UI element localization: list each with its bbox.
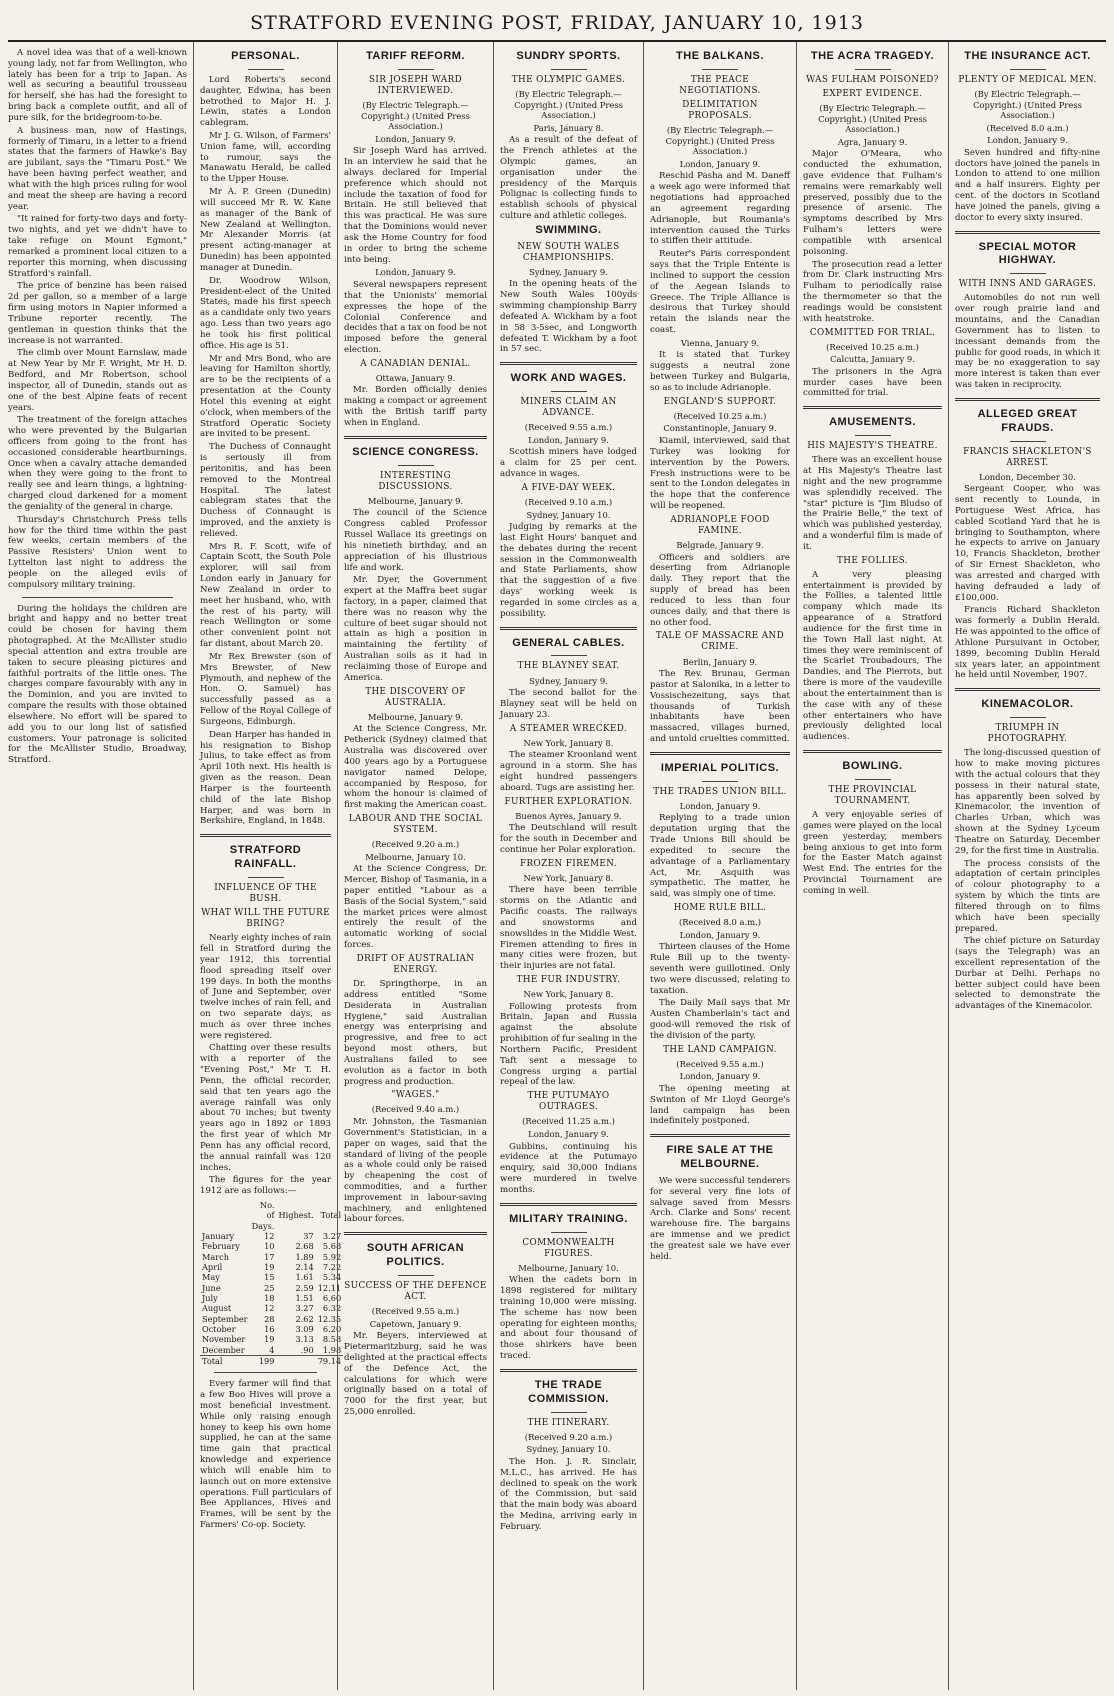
highest-cell: 1.89 xyxy=(295,1251,314,1262)
table-row xyxy=(200,1231,343,1241)
table-row xyxy=(200,1293,343,1303)
paragraph: The figures for the year 1912 are as follows:— xyxy=(200,1175,331,1197)
month-cell: July xyxy=(202,1293,218,1304)
dateline: Ottawa, January 9. xyxy=(375,372,456,383)
paragraph: Sergeant Cooper, who was sent recently to Lounda, in Portuguese West Africa, has cabled Scotland Yard that he is bringing to Southampton, where he expects to arrive on January 10, Francis Shackleton, brother of Sir Ernest Shackleton, who was arrested and charged with having defrauded a lady of £100,000. xyxy=(955,484,1100,603)
telegraph-credit: (By Electric Telegraph.—Copyright.) (United Press Association.) xyxy=(361,100,470,132)
paragraph: A very enjoyable series of games were played on the local green yesterday, members being anxious to get into form for the Easter Match against West End. The entries for the Provincial Tournament are coming in well. xyxy=(803,810,942,896)
column-7 xyxy=(948,42,1106,1690)
dateline: New York, January 8. xyxy=(523,989,614,1000)
subheading: A CANADIAN DENIAL. xyxy=(360,358,471,369)
section-heading: BOWLING. xyxy=(842,760,903,773)
paragraph: Automobiles do not run well over rough prairie land and mountains, and the Canadian Government has to listen to incessant demands from the public for good roads, in which it may be no exaggeration to say more interest is taken than ever was taken in reciprocity. xyxy=(955,293,1100,391)
subheading: HOME RULE BILL. xyxy=(673,903,767,914)
dateline: Melbourne, January 9. xyxy=(367,495,464,506)
highest-cell: 3.09 xyxy=(295,1324,314,1335)
paragraph: Officers and soldiers are deserting from Adrianople daily. They report that the supply of bread has been reduced to less than four ounces daily, and that there is no other food. xyxy=(650,552,790,628)
subheading: PLENTY OF MEDICAL MEN. xyxy=(958,74,1097,85)
paragraph: Mr. Johnston, the Tasmanian Government's Statistician, in a paper on wages, said that the standard of living of the people as a whole could only be raised by cheapening the cost of commodities, and a further improvement in labour-saving machinery, and enlightened labour forces. xyxy=(344,1117,487,1225)
total-cell: 8.58 xyxy=(322,1334,342,1345)
paragraph: Dr. Woodrow Wilson, President-elect of the United States, made his first speech as a candidate only two years ago. Less than two years ago he took his first political office. His age is 51. xyxy=(200,275,331,351)
paragraph: Lord Roberts's second daughter, Edwina, has been betrothed to Major H. J. Lewin, states a London cablegram. xyxy=(200,74,331,129)
divider xyxy=(955,231,1100,234)
days-cell: 17 xyxy=(264,1251,275,1262)
days-cell: 199 xyxy=(250,1356,277,1367)
paragraph: The steamer Kroonland went aground in a storm. She has eight hundred passengers aboard. Tugs are assisting her. xyxy=(500,750,637,793)
subheading: THE OLYMPIC GAMES. xyxy=(511,74,626,85)
subheading: INFLUENCE OF THE BUSH. xyxy=(214,882,317,904)
total-cell: 6.20 xyxy=(322,1324,342,1335)
table-row xyxy=(200,1252,343,1262)
paragraph: "It rained for forty-two days and forty-two nights, and yet we didn't have to take refuge on Mount Egmont," remarked a prominent local citizen to a reporter this morning, when discussing Stratford's rainfall. xyxy=(8,214,187,279)
divider xyxy=(551,655,587,656)
telegraph-credit: (By Electric Telegraph.—Copyright.) (United Press Association.) xyxy=(818,103,927,135)
total-row xyxy=(200,1356,343,1367)
paragraph: Sir Joseph Ward has arrived. In an interview he said that he always declared for Imperial preference which should not include the taxation of food for Britain. He still believed that this was practical. He was sure that the Dominions would never ask the Home Country for food in order to bring the scheme into being. xyxy=(344,146,487,265)
advertisement: During the holidays the children are bright and happy and no better treat could be chosen for having them photographed. At the McAllister studio special attention and extra trouble are taken to secure pleasing pictures and faithful portraits of the little ones. The charges compare favourably with any in the Dominion, and you are invited to compare the results with those obtained elsewhere. No effort will be spared to add you to our long list of satisfied customers. Your patronage is solicited for the McAllister Studio, Broadway, Stratford. xyxy=(8,603,187,766)
subheading: THE PEACE NEGOTIATIONS. xyxy=(679,74,761,96)
paragraph: The process consists of the adaptation of certain principles of colour photography to a system by which the tints are filtered through on to films which have been specially prepared. xyxy=(955,858,1100,934)
dateline: Melbourne, January 9. xyxy=(367,711,464,722)
paragraph: The Hon. J. R. Sinclair, M.L.C., has arrived. He has declined to speak on the work of the Commission, but said that the main body was aboard the Medina, arriving early in February. xyxy=(500,1456,637,1532)
subheading: DELIMITATION PROPOSALS. xyxy=(682,100,758,122)
month-cell: November xyxy=(202,1334,246,1345)
total-cell: 12.35 xyxy=(317,1313,342,1324)
highest-cell: 2.14 xyxy=(295,1262,314,1273)
days-cell: 16 xyxy=(264,1324,275,1335)
paragraph: Thirteen clauses of the Home Rule Bill up to the twenty-seventh were guillotined. Only two were discussed, relating to taxation. xyxy=(650,942,790,996)
section-heading: SPECIAL MOTOR HIGHWAY. xyxy=(978,240,1077,267)
received-time: (Received 9.20 a.m.) xyxy=(371,839,460,850)
divider xyxy=(500,362,637,365)
total-cell: 7.22 xyxy=(322,1262,342,1273)
divider xyxy=(398,465,434,466)
paragraph: When the cadets born in 1898 registered for military training 10,000 were missing. The scheme has now been operating for eighteen months, and about four thousand of those shirkers have been traced. xyxy=(500,1275,637,1362)
paragraph: It is stated that Turkey suggests a neutral zone between Turkey and Bulgaria, so as to include Adrianople. xyxy=(650,350,790,393)
subheading: A FIVE-DAY WEEK. xyxy=(521,482,616,493)
subheading: SUCCESS OF THE DEFENCE ACT. xyxy=(344,1281,487,1303)
total-cell: 1.98 xyxy=(322,1344,342,1355)
divider xyxy=(803,750,942,753)
divider xyxy=(500,1203,637,1206)
column-3 xyxy=(337,42,493,1690)
received-time: (Received 9.55 a.m.) xyxy=(524,422,613,433)
divider xyxy=(551,391,587,392)
subheading: WAS FULHAM POISONED? xyxy=(806,74,939,85)
dateline: London, December 30. xyxy=(979,471,1076,482)
paragraph: Thursday's Christchurch Press tells how for the third time within the past few weeks, certain members of the Passive Resisters' Union went to Lyttelton last night to address the people on the alleged evils of compulsory military training. xyxy=(8,514,187,590)
highest-cell: 3.27 xyxy=(295,1303,314,1314)
section-heading: IMPERIAL POLITICS. xyxy=(660,761,780,774)
dateline: London, January 9. xyxy=(528,1129,609,1140)
divider xyxy=(214,1372,317,1373)
subheading: DRIFT OF AUSTRALIAN ENERGY. xyxy=(356,953,475,975)
received-time: (Received 8.0 a.m.) xyxy=(986,122,1069,133)
divider xyxy=(344,436,487,439)
received-time: (Received 10.25 a.m.) xyxy=(826,341,919,352)
section-heading: GENERAL CABLES. xyxy=(512,636,625,649)
dateline: Sydney, January 10. xyxy=(526,1444,611,1455)
dateline: London, January 9. xyxy=(375,267,456,278)
paragraph: The climb over Mount Earnslaw, made at New Year by Mr F. Wright, Mr H. D. Bedford, and Mr Robertson, school inspector, all of Dunedin, stands out as one of the best Alpine feats of recent years. xyxy=(8,348,187,413)
divider xyxy=(200,834,331,837)
paragraph: Replying to a trade union deputation urging that the Trade Unions Bill should be expedited to secure the advantage of a Parliamentary Act, Mr. Asquith was sympathetic. The matter, he said, was simply one of time. xyxy=(650,813,790,900)
section-heading: WORK AND WAGES. xyxy=(510,372,627,385)
received-time: (Received 9.10 a.m.) xyxy=(524,497,613,507)
highest-cell: 37 xyxy=(303,1231,314,1242)
columns xyxy=(8,42,1106,1690)
dateline: Belgrade, January 9. xyxy=(676,539,764,550)
section-heading: AMUSEMENTS. xyxy=(829,416,916,429)
subheading: TRIUMPH IN PHOTOGRAPHY. xyxy=(987,723,1068,745)
total-cell: 79.14 xyxy=(317,1356,342,1366)
telegraph-credit: (By Electric Telegraph.—Copyright.) (United Press Association.) xyxy=(973,88,1082,121)
paragraph: The prosecution read a letter from Dr. Clark instructing Mrs Fulham to periodically raise the thermometer so that the readings would be consistent with heatstroke. xyxy=(803,259,942,324)
paragraph: The Deutschland will result for the south in December and continue her Polar exploration. xyxy=(500,823,637,855)
divider xyxy=(22,597,173,598)
paragraph: At the Science Congress, Mr. Petherick (Sydney) claimed that Australia was discovered over 400 years ago by a Portuguese navigator named Delope, accompanied by Resposo, for whom the honour is claimed of first making the American coast. xyxy=(344,724,487,811)
days-cell: 19 xyxy=(264,1334,275,1345)
divider xyxy=(855,435,891,436)
advertisement: We were successful tenderers for several very fine lots of salvage saved from Messrs Arch. Clarke and Sons' recent warehouse fire. The bargains are immense and we predict the greatest sale we have ever held. xyxy=(650,1175,790,1262)
section-heading: THE TRADE COMMISSION. xyxy=(528,1378,609,1405)
paragraph: Following protests from Britain, Japan and Russia against the absolute prohibition of fur sealing in the Northern Pacific, President Taft sent a message to Congress urging a partial repeal of the law. xyxy=(500,1001,637,1088)
month-cell: June xyxy=(202,1282,221,1293)
paragraph: Mr. Beyers, interviewed at Pietermaritzburg, said he was delighted at the practical effects of the Defence Act, the calculations for which were originally based on a total of 7000 for the first year, but 25,000 enrolled. xyxy=(344,1331,487,1418)
section-heading: FIRE SALE AT THE MELBOURNE. xyxy=(666,1144,774,1171)
subheading: WHAT WILL THE FUTURE BRING? xyxy=(201,908,330,930)
subheading: THE PUTUMAYO OUTRAGES. xyxy=(527,1091,610,1113)
subheading: WITH INNS AND GARAGES. xyxy=(958,279,1097,290)
received-time: (Received 9.55 a.m.) xyxy=(371,1306,460,1317)
paragraph: Dr. Springthorpe, in an address entitled "Some Desiderata in Australian Hygiene," said Australian energy was enterprising and progressive, and free to act beyond most others, but Australians failed to see evolution as a factor in both progress and production. xyxy=(344,979,487,1087)
days-cell: 19 xyxy=(264,1262,275,1273)
subheading: FRANCIS SHACKLETON'S ARREST. xyxy=(963,446,1092,468)
section-heading: SCIENCE CONGRESS. xyxy=(352,445,479,458)
section-heading: PERSONAL. xyxy=(231,50,300,62)
divider xyxy=(1010,69,1046,70)
table-header-row xyxy=(200,1200,343,1231)
subheading: EXPERT EVIDENCE. xyxy=(822,88,923,99)
month-cell: May xyxy=(202,1272,220,1283)
subheading: THE PROVINCIAL TOURNAMENT. xyxy=(828,784,917,806)
divider xyxy=(248,69,284,70)
divider xyxy=(551,1232,587,1233)
paragraph: Mr A. P. Green (Dunedin) will succeed Mr R. W. Kane as manager of the Bank of New Zealand at Wellington. Mr Alexander Morris (at present acting-manager at Dunedin) has been appointed manager at Dunedin. xyxy=(200,187,331,273)
subheading: THE ITINERARY. xyxy=(527,1417,610,1428)
paragraph: Seven hundred and fifty-nine doctors have joined the panels in London to attend to one million and a half insurers. Eighty per cent. of the doctors in Scotland have joined the panels, giving a doctor to every sixty insured. xyxy=(955,147,1100,223)
divider xyxy=(1010,717,1046,718)
paragraph: As a result of the defeat of the French athletes at the Olympic games, an organisation under the presidency of the Marquis Polignac is collecting funds to establish schools of physical culture and athletic colleges. xyxy=(500,135,637,222)
received-time: (Received 9.40 a.m.) xyxy=(371,1104,460,1115)
total-label: Total xyxy=(200,1356,250,1367)
subheading: INTERESTING DISCUSSIONS. xyxy=(378,470,453,492)
paragraph: Mr. Borden officially denies making a compact or agreement with the British tariff party when in England. xyxy=(344,385,487,428)
section-heading: ALLEGED GREAT FRAUDS. xyxy=(977,407,1078,434)
month-cell: October xyxy=(202,1324,236,1335)
dateline: Paris, January 8. xyxy=(533,122,604,133)
section-heading: KINEMACOLOR. xyxy=(981,698,1074,711)
paragraph: A business man, now of Hastings, formerly of Timaru, in a letter to a friend states that the farmers of Hawke's Bay are jubilant, says the "Timaru Post." We have been having perfect weather, and what with the high prices ruling for wool and meat the sheep are having a record year. xyxy=(8,125,187,212)
divider xyxy=(955,398,1100,401)
highest-cell: 3.13 xyxy=(295,1334,314,1345)
paragraph: The chief picture on Saturday (says the Telegraph) was an excellent representation of the Durbar at Delhi. Perhaps no better subject could have been selected to demonstrate the advantages of the Kinemacolor. xyxy=(955,936,1100,1012)
column-header xyxy=(200,1200,250,1231)
divider xyxy=(702,781,738,782)
paragraph: Francis Richard Shackleton was formerly a Dublin Herald. He was appointed to the office of Athlone Pursuivant in October, 1899, becoming Dublin Herald six years later, an appointment he held until November, 1907. xyxy=(955,605,1100,681)
dateline: New York, January 8. xyxy=(523,872,614,883)
paragraph: Major O'Meara, who conducted the exhumation, gave evidence that Fulham's remains were remarkably well preserved, possibly due to the presence of arsenic. The symptoms described by Mrs Fulham's letters were compatible with arsenical poisoning. xyxy=(803,149,942,257)
divider xyxy=(551,69,587,70)
paragraph: The council of the Science Congress cabled Professor Russel Wallace its greetings on his ninetieth birthday, and an appreciation of his illustrious life and work. xyxy=(344,508,487,573)
section-heading: TARIFF REFORM. xyxy=(365,50,466,62)
received-time: (Received 8.0 a.m.) xyxy=(678,917,762,928)
paragraph: Dean Harper has handed in his resignation to Bishop Julius, to take effect as from April 10th next. His health is given as the reason. Dean Harper is the fourteenth child of the late Bishop Harper, and was born in Berkshire, England, in 1848. xyxy=(200,729,331,827)
table-row xyxy=(200,1334,343,1344)
divider xyxy=(803,406,942,409)
divider xyxy=(855,779,891,780)
section-heading: STRATFORD RAINFALL. xyxy=(229,844,302,871)
divider xyxy=(344,1232,487,1235)
subheading: A STEAMER WRECKED. xyxy=(509,723,628,734)
section-heading: THE ACRA TRAGEDY. xyxy=(810,50,935,62)
month-cell: March xyxy=(202,1251,230,1262)
telegraph-credit: (By Electric Telegraph.—Copyright.) (United Press Association.) xyxy=(514,88,623,121)
total-cell: 3.27 xyxy=(322,1231,342,1242)
paragraph: The treatment of the foreign attaches who were prevented by the Bulgarian officers from going to the front has occasioned considerable heartburnings. Once when a cavalry attache demanded when they were going to the front to really see and learn things, a lightning-charged cloud darkened for a moment the geniality of the general in charge. xyxy=(8,415,187,512)
paragraph: A novel idea was that of a well-known young lady, not far from Wellington, who lately has been for a trip to Japan. As well as securing a beautiful trousseau for herself, she has had the foresight to bring back a complete outfit, and all of pure silk, for the bridegroom-to-be. xyxy=(8,48,187,123)
paragraph: In the opening heats of the New South Wales 100yds swimming championship Barry defeated A. Wickham by a foot in 58 3-5sec, and Longworth defeated T. Wickham by a foot in 57 sec. xyxy=(500,279,637,355)
divider xyxy=(398,69,434,70)
dateline: Berlin, January 9. xyxy=(682,656,758,667)
dateline: New York, January 8. xyxy=(523,737,614,748)
highest-cell: 2.59 xyxy=(295,1282,314,1293)
days-cell: 12 xyxy=(264,1231,275,1242)
section-heading: MILITARY TRAINING. xyxy=(509,1212,628,1225)
subheading: MINERS CLAIM AN ADVANCE. xyxy=(520,397,617,419)
table-row xyxy=(200,1272,343,1282)
divider xyxy=(855,69,891,70)
dateline: Buenos Ayres, January 9. xyxy=(515,810,622,821)
highest-cell xyxy=(276,1356,315,1367)
subheading: ENGLAND'S SUPPORT. xyxy=(663,396,777,407)
total-cell: 5.92 xyxy=(322,1251,342,1262)
paragraph: Mr Rex Brewster (son of Mrs Brewster, of New Plymouth, and nephew of the Hon. O. Samuel) has successfully passed as a Fellow of the Royal College of Surgeons, Edinburgh. xyxy=(200,651,331,727)
received-time: (Received 9.55 a.m.) xyxy=(676,1058,764,1069)
paragraph: The Duchess of Connaught is seriously ill from peritonitis, and has been removed to the Montreal Hospital. The latest cablegram states that the Duchess of Connaught is improved, and the anxiety is relieved. xyxy=(200,442,331,539)
masthead: STRATFORD EVENING POST, FRIDAY, JANUARY 10, 1913 xyxy=(8,6,1106,42)
dateline: London, January 9. xyxy=(375,133,456,144)
column-1 xyxy=(8,42,193,1690)
section-heading: SUNDRY SPORTS. xyxy=(516,50,621,62)
column-header: Total xyxy=(320,1210,342,1221)
subheading: TALE OF MASSACRE AND CRIME. xyxy=(655,631,785,653)
table-row xyxy=(200,1345,343,1356)
highest-cell: 1.51 xyxy=(295,1293,314,1304)
paragraph: There was an excellent house at His Majesty's Theatre last night and the new programme was splendidly received. The "star" picture is "Jim Bludso of the Prairie Belle," the text of which was published yesterday, and a wonderful film is made of it. xyxy=(803,455,942,552)
subheading: FROZEN FIREMEN. xyxy=(520,858,617,869)
column-5 xyxy=(643,42,796,1690)
received-time: (Received 9.20 a.m.) xyxy=(524,1431,613,1442)
days-cell: 18 xyxy=(264,1293,275,1304)
column-4 xyxy=(493,42,643,1690)
days-cell: 28 xyxy=(264,1313,275,1324)
dateline: Sydney, January 10. xyxy=(526,509,611,520)
days-cell: 4 xyxy=(269,1344,275,1355)
subheading: NEW SOUTH WALES CHAMPIONSHIPS. xyxy=(517,241,620,263)
month-cell: September xyxy=(202,1313,248,1324)
received-time: (Received 11.25 a.m.) xyxy=(522,1116,615,1127)
days-cell: 12 xyxy=(264,1303,275,1314)
dateline: Melbourne, January 10. xyxy=(518,1262,619,1273)
total-cell: 5.34 xyxy=(322,1272,342,1283)
days-cell: 25 xyxy=(264,1282,275,1293)
divider xyxy=(398,1275,434,1276)
dateline: Agra, January 9. xyxy=(837,136,908,147)
month-cell: April xyxy=(202,1262,223,1273)
month-cell: December xyxy=(202,1344,245,1355)
dateline: Sydney, January 9. xyxy=(529,266,608,277)
highest-cell: .90 xyxy=(300,1344,314,1355)
dateline: Sydney, January 9. xyxy=(529,675,608,686)
section-heading: THE INSURANCE ACT. xyxy=(964,50,1091,62)
subheading: COMMITTED FOR TRIAL. xyxy=(809,327,936,338)
total-cell: 12.11 xyxy=(317,1282,342,1293)
telegraph-credit: (By Electric Telegraph.—Copyright.) (United Press Association.) xyxy=(665,125,775,157)
advertisement: Every farmer will find that a few Boo Hives will prove a most beneficial investment. While only raising enough honey to keep his own home supplied, he can at the same time gain that practical knowledge and experience which will enable him to launch out on more extensive operations. Full particulars of Bee Appliances, Hives and Frames, will be sent by the Farmers' Co-op. Society. xyxy=(200,1379,331,1531)
paragraph: Chatting over these results with a reporter of the "Evening Post," Mr T. H. Penn, the official recorder, said that ten years ago the average rainfall was only about 70 inches; but twenty years ago in 1892 or 1893 the first year of which Mr Penn has any official record, the annual rainfall was 120 inches. xyxy=(200,1043,331,1173)
paragraph: Mr and Mrs Bond, who are leaving for Hamilton shortly, are to be the recipients of a presentation at the County Hotel this evening at eight o'clock, when members of the Stratford Operatic Society are invited to be present. xyxy=(200,353,331,440)
dateline: Constantinople, January 9. xyxy=(663,423,777,434)
dateline: Melbourne, January 10. xyxy=(365,851,466,862)
table-row xyxy=(200,1324,343,1334)
divider xyxy=(955,688,1100,691)
paragraph: A very pleasing entertainment is provided by the Follies, a talented little company which made its appearance of a Stratford audience for the first time in the Town Hall last night. At times they were reminiscent of the Scarlet Troubadours, The Dandies, and The Pierrots, but there is more of the vaudeville about the entertainment than is the case with any of these other entertainers who have previously delighted local audiences. xyxy=(803,569,942,743)
column-header: No. of Days. xyxy=(251,1200,275,1231)
dateline: Vienna, January 9. xyxy=(680,337,760,348)
paragraph: Nearly eighty inches of rain fell in Stratford during the year 1912, this torrential flood spreading itself over 199 days. In both the months of June and September, over twelve inches of rain fell, and on two separate days, as much as over three inches were registered. xyxy=(200,933,331,1041)
total-cell: 6.60 xyxy=(322,1293,342,1304)
subheading: ADRIANOPLE FOOD FAMINE. xyxy=(670,514,770,536)
column-2 xyxy=(193,42,342,1690)
paragraph: At the Science Congress, Dr. Mercer, Bishop of Tasmania, in a paper entitled "Labour as a Basis of the Social System," said the market prices were almost entirely the result of the automatic working of social forces. xyxy=(344,864,487,951)
table-row xyxy=(200,1283,343,1293)
subheading: THE FUR INDUSTRY. xyxy=(516,975,621,985)
column-6 xyxy=(796,42,948,1690)
days-cell: 10 xyxy=(264,1241,275,1252)
section-heading: THE BALKANS. xyxy=(676,50,764,62)
paragraph: Mr J. G. Wilson, of Farmers' Union fame, will, according to rumour, says the Manawatu Herald, be called to the Upper House. xyxy=(200,131,331,185)
paragraph: Gubbins, continuing his evidence at the Putumayo enquiry, said 30,000 Indians were murdered in twelve months. xyxy=(500,1141,637,1195)
dateline: London, January 9. xyxy=(679,800,761,811)
divider xyxy=(702,69,738,70)
table-row xyxy=(200,1262,343,1272)
paragraph: The long-discussed question of how to make moving pictures with the actual colours that they possess in their natural state, has apparently been solved by Kinemacolor, the invention of Charles Urban, which was shown at the Sydney Lyceum Theatre on Saturday, December 29, for the first time in Australia. xyxy=(955,748,1100,856)
paragraph: The Rev. Brunau, German pastor at Salonika, in a letter to Vossischezeitung, says that thousands of Turkish inhabitants have been massacred, villages burned, and untold cruelties committed. xyxy=(650,669,790,745)
column-header: Highest. xyxy=(278,1210,314,1221)
divider xyxy=(650,1134,790,1137)
dateline: London, January 9. xyxy=(679,158,761,169)
table-row xyxy=(200,1241,343,1251)
received-time: (Received 10.25 a.m.) xyxy=(673,410,767,421)
table-row xyxy=(200,1314,343,1324)
paragraph: Several newspapers represent that the Unionists' memorial expresses the hope of the Colonial Conference and decides that a tax on food be not imposed before the general election. xyxy=(344,280,487,355)
subheading: THE LAND CAMPAIGN. xyxy=(663,1044,777,1055)
rainfall-table xyxy=(200,1200,343,1366)
section-heading: SWIMMING. xyxy=(535,223,602,236)
dateline: London, January 9. xyxy=(987,135,1068,146)
paragraph: There have been terrible storms on the Atlantic and Pacific coasts. The railways and snowstorms and snowslides in the Middle West. Firemen attending to fires in many cities were frozen, but their injuries are not fatal. xyxy=(500,885,637,972)
divider xyxy=(1010,441,1046,442)
days-cell: 15 xyxy=(264,1272,275,1283)
month-cell: February xyxy=(202,1241,240,1252)
highest-cell: 2.68 xyxy=(295,1241,314,1252)
paragraph: Reuter's Paris correspondent says that the Triple Entente is inclined to support the cession of the Aegean Islands to Greece. The Triple Alliance is desirous that Turkey should retain the islands near the coast. xyxy=(650,249,790,336)
dateline: Capetown, January 9. xyxy=(369,1318,462,1329)
dateline: London, January 9. xyxy=(679,929,761,940)
subheading: LABOUR AND THE SOCIAL SYSTEM. xyxy=(348,813,483,836)
paragraph: The prisoners in the Agra murder cases have been committed for trial. xyxy=(803,366,942,399)
dateline: London, January 9. xyxy=(528,434,609,445)
subheading: COMMONWEALTH FIGURES. xyxy=(522,1237,615,1259)
paragraph: Mr. Dyer, the Government expert at the Maffra beet sugar factory, in a paper, claimed that there was no reason why the culture of beet sugar should not attain as high a position in maintaining the fertility of Australian soils as it had in reclaiming those of Europe and America. xyxy=(344,575,487,683)
paragraph: Judging by remarks at the last Eight Hours' banquet and the debates during the recent session in the Commonwealth and State Parliaments, show that the suggestion of a five days' working week is regarded in some circles as a possibility. xyxy=(500,522,637,619)
total-cell: 5.68 xyxy=(322,1241,342,1252)
paragraph: Mrs R. F. Scott, wife of Captain Scott, the South Pole explorer, will sail from London early in January for New Zealand in order to meet her husband, who, with the rest of his party, will reach Wellington or some other convenient point not far distant, about March 20. xyxy=(200,541,331,650)
paragraph: The second ballot for the Blayney seat will be held on January 23. xyxy=(500,688,637,720)
paragraph: Scottish miners have lodged a claim for 25 per cent. advance in wages. xyxy=(500,447,637,480)
divider xyxy=(500,1369,637,1372)
subheading: FURTHER EXPLORATION. xyxy=(504,796,633,807)
divider xyxy=(248,877,284,878)
divider xyxy=(650,752,790,755)
paragraph: The price of benzine has been raised 2d per gallon, so a member of a large firm using motors in Napier informed a Tribune reporter recently. The gentleman in question thinks that the increase is not warranted. xyxy=(8,281,187,346)
paragraph: Kiamil, interviewed, said that Turkey was looking for intervention by the Powers. Fresh instructions were to be sent to the London delegates in the hope that the conference will be reopened. xyxy=(650,436,790,511)
paragraph: The Daily Mail says that Mr Austen Chamberlain's tact and good-will removed the risk of the division of the party. xyxy=(650,998,790,1041)
divider xyxy=(500,627,637,630)
dateline: Calcutta, January 9. xyxy=(830,354,915,365)
subheading: "WAGES." xyxy=(391,1090,440,1101)
subheading: THE DISCOVERY OF AUSTRALIA. xyxy=(365,686,466,708)
month-cell: January xyxy=(202,1231,235,1242)
subheading: SIR JOSEPH WARD INTERVIEWED. xyxy=(368,74,463,96)
subheading: THE TRADES UNION BILL. xyxy=(653,786,787,797)
highest-cell: 1.61 xyxy=(295,1272,314,1283)
table-row xyxy=(200,1303,343,1313)
highest-cell: 2.62 xyxy=(295,1313,314,1324)
section-heading: SOUTH AFRICAN POLITICS. xyxy=(366,1242,465,1269)
total-cell: 6.32 xyxy=(322,1303,342,1314)
month-cell: August xyxy=(202,1303,232,1314)
subheading: HIS MAJESTY'S THEATRE. xyxy=(807,441,938,452)
divider xyxy=(1010,273,1046,274)
divider xyxy=(551,1412,587,1413)
paragraph: The opening meeting at Swinton of Mr Lloyd George's land campaign has been indefinitely postponed. xyxy=(650,1083,790,1127)
subheading: THE BLAYNEY SEAT. xyxy=(517,661,620,672)
paragraph: Reschid Pasha and M. Daneff a week ago were informed that negotiations had approached an agreement regarding Adrianople, but Roumania's intervention caused the Turks to stiffen their attitude. xyxy=(650,171,790,247)
subheading: THE FOLLIES. xyxy=(837,555,908,566)
dateline: London, January 9. xyxy=(679,1071,761,1082)
